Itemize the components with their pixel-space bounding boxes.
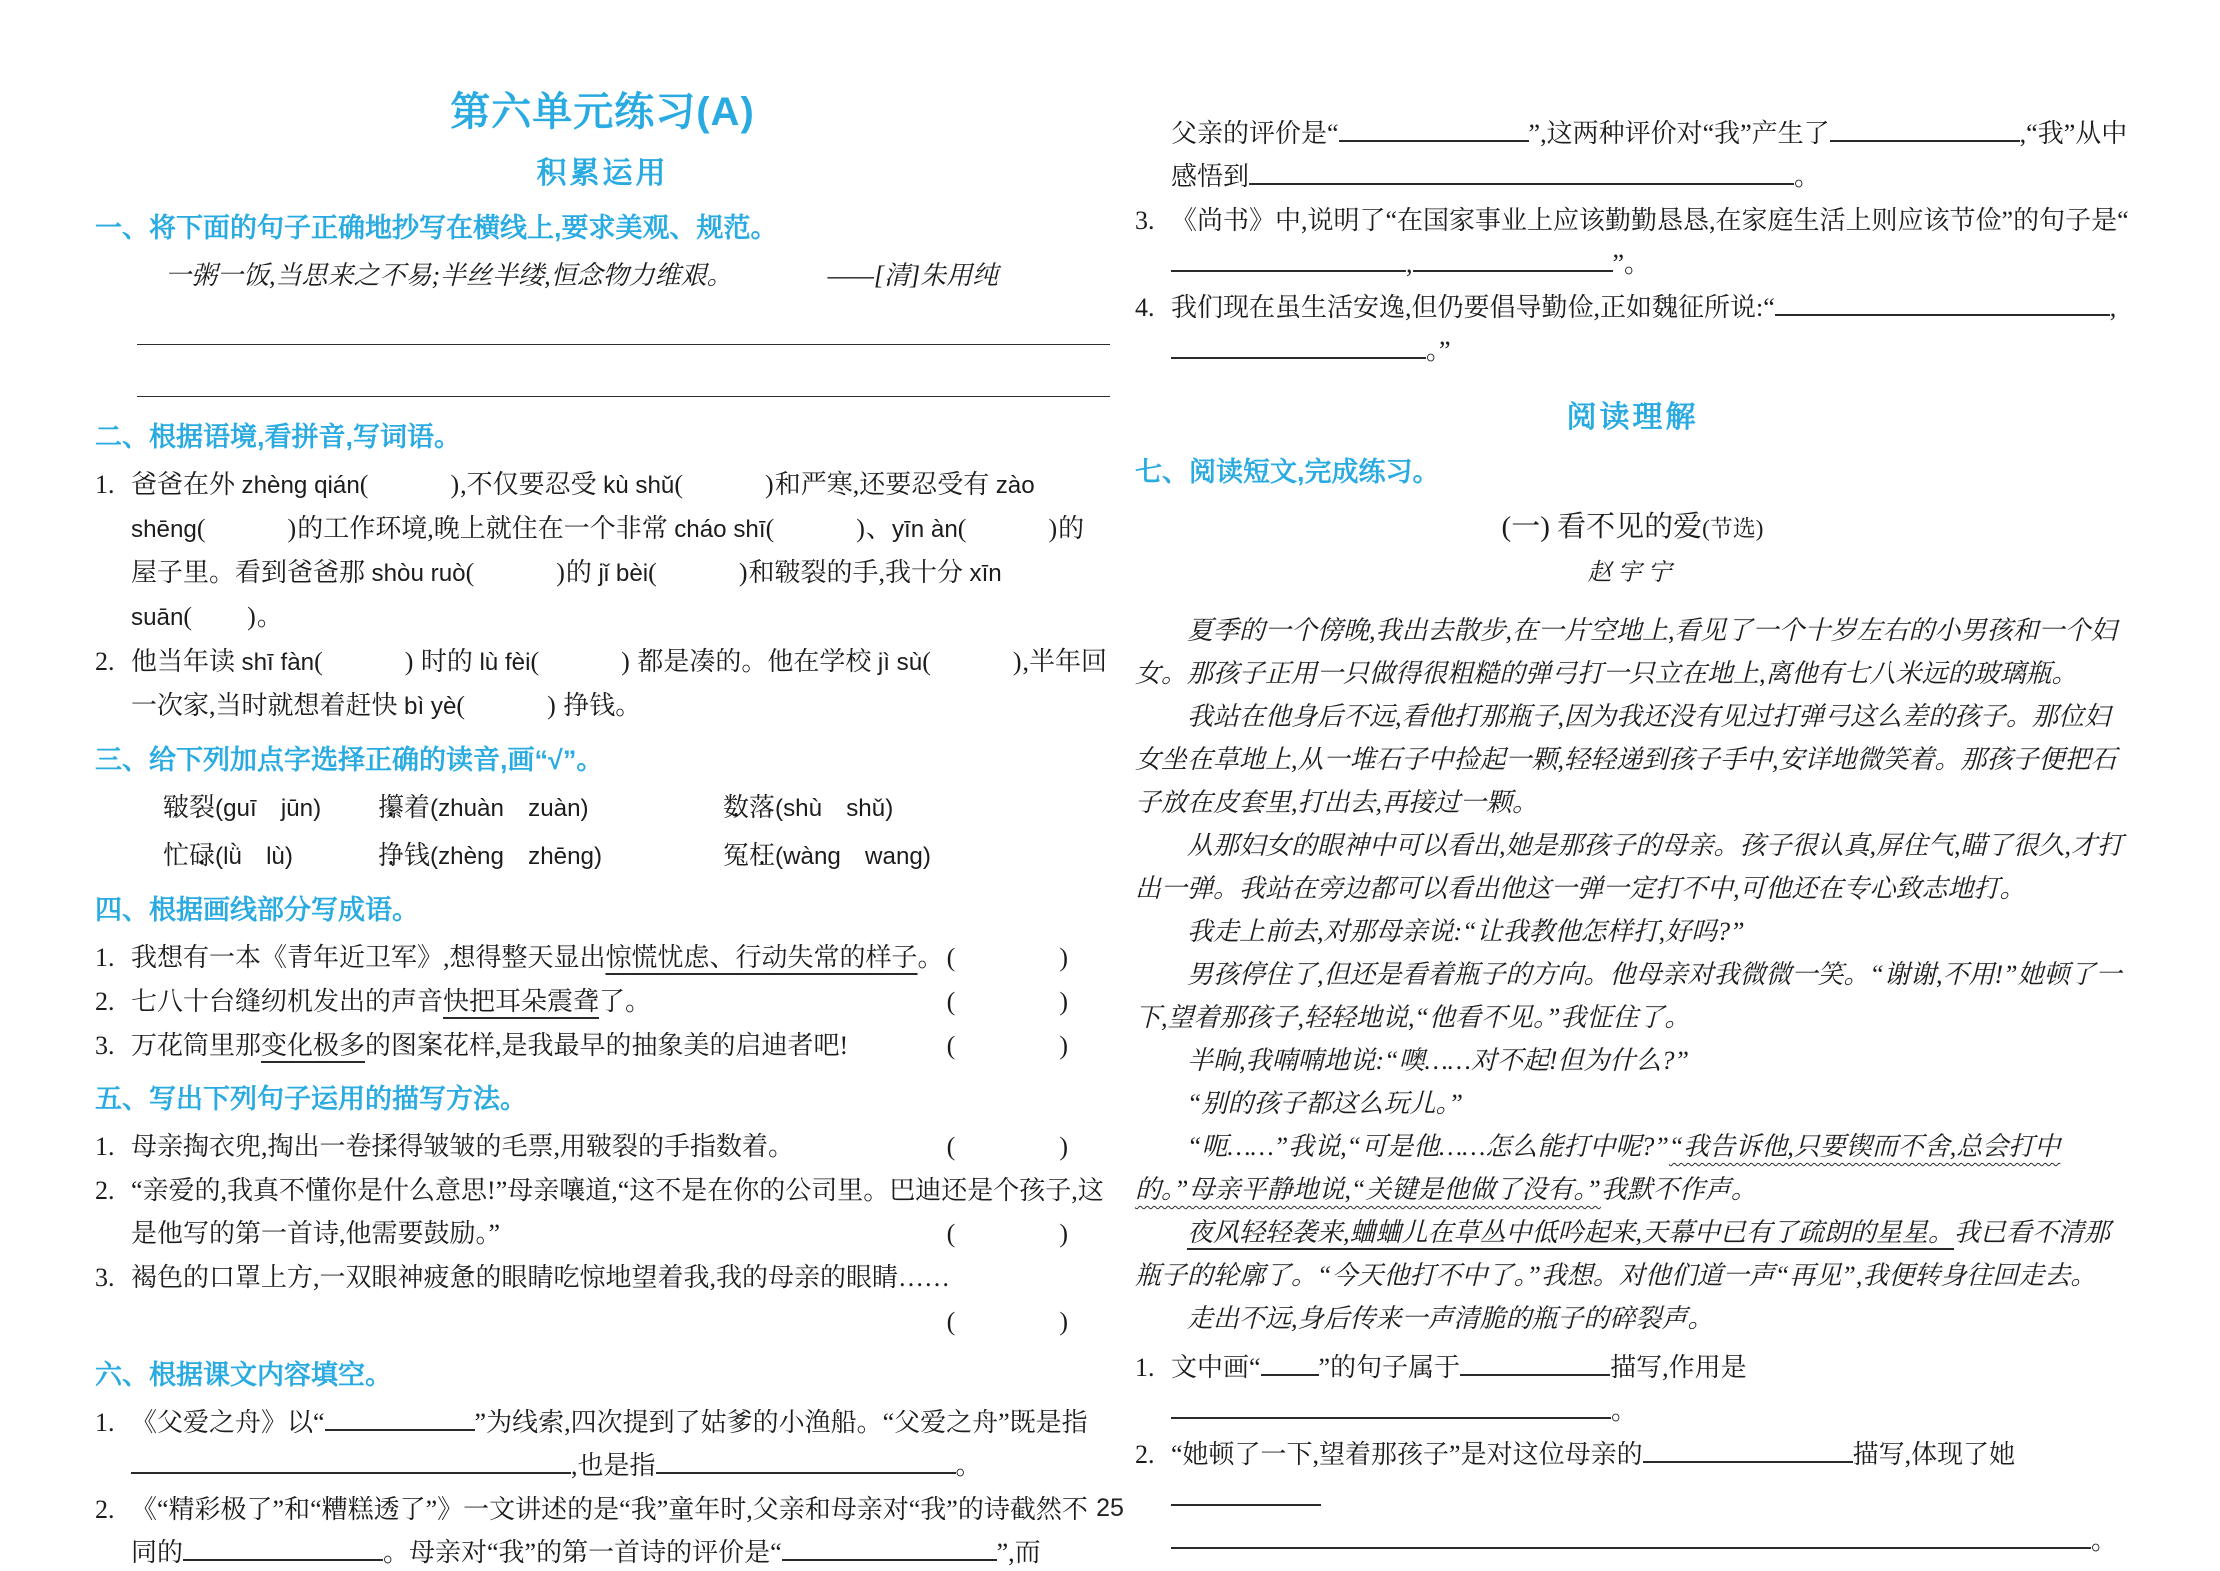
text-run: 裂 xyxy=(189,793,216,822)
item-number: 1. xyxy=(95,470,115,499)
text-run: 。 xyxy=(955,1451,982,1480)
answer-blank xyxy=(656,1448,956,1474)
text-run: 他当年读 xyxy=(131,647,242,676)
wavy-underlined-text: “我告诉他,只要锲而不舍,总会打中的。”母亲平静地说,“关键是他做了没有。” xyxy=(1135,1132,2061,1204)
question-item xyxy=(95,1256,1110,1299)
answer-blank xyxy=(131,1448,571,1474)
dotted-char: 挣 • xyxy=(378,834,404,877)
dotted-char: 碌 • xyxy=(189,834,215,877)
answer-parens: ( ) xyxy=(183,602,257,631)
text-run: “她顿了一下,望着那孩子”是对这位母亲的 xyxy=(1171,1440,1643,1469)
text-run: ,“我”从中感悟到 xyxy=(1171,119,2128,191)
pinyin-text: (shù shǔ) xyxy=(775,795,894,822)
text-run: 我已看不清那瓶子的轮廓了。“今天他打不中了。”我想。对他们道一声“再见”,我便转身往回走去。 xyxy=(1135,1218,2111,1290)
text-run: 和严寒,还要忍受有 xyxy=(774,470,996,499)
item-number: 1. xyxy=(95,1132,115,1161)
text-run: “别的孩子都这么玩儿。” xyxy=(1187,1089,1463,1118)
text-run: 忙 xyxy=(163,841,190,870)
passage-paragraph xyxy=(1135,953,2130,1039)
copy-sentence-line xyxy=(95,254,1110,297)
text-run: 我走上前去,对那母亲说:“让我教他怎样打,好吗?” xyxy=(1187,917,1745,946)
answer-parens: ( ) xyxy=(359,470,461,499)
text-run: 《尚书》中,说明了“在国家事业上应该勤勤恳恳,在家庭生活上则应该节俭”的句子是“ xyxy=(1171,206,2129,235)
passage-paragraph xyxy=(1135,1297,2130,1340)
answer-parens: ( ) xyxy=(957,514,1059,543)
answer-parens-row xyxy=(95,1300,1110,1343)
answer-blank xyxy=(1261,1350,1319,1376)
writing-line-gap xyxy=(95,345,1110,353)
text-run: 的屋子里。看到爸爸那 xyxy=(131,514,1085,587)
answer-blank xyxy=(1460,1350,1610,1376)
answer-blank xyxy=(1249,159,1794,185)
item-text xyxy=(1171,119,2127,191)
item-number: 1. xyxy=(95,1408,115,1437)
pinyin-text: zhèng qián xyxy=(241,472,360,499)
passage-paragraph xyxy=(1135,824,2130,910)
text-run: 时的 xyxy=(414,647,480,676)
question-item xyxy=(95,936,1110,979)
answer-parens: ( ) xyxy=(946,943,1068,972)
text-run: , xyxy=(2109,293,2117,322)
text-run: 、 xyxy=(865,514,892,543)
dotted-char: 皲 • xyxy=(163,786,189,829)
text-run: 父亲的评价是“ xyxy=(1171,119,1339,148)
passage-title-note: (节选) xyxy=(1702,516,1764,541)
passage-paragraph xyxy=(1135,1211,2130,1297)
text-run: 着 xyxy=(404,793,431,822)
answer-parens: ( ) xyxy=(946,1132,1068,1161)
underlined-text: 快把耳朵震聋 xyxy=(443,987,600,1016)
item-number: 3. xyxy=(1135,206,1155,235)
answer-parens: ( ) xyxy=(946,1219,1068,1248)
answer-parens: ( ) xyxy=(456,691,557,720)
passage-paragraph xyxy=(1135,1125,2130,1211)
answer-parens: ( ) xyxy=(530,647,631,676)
pinyin-text: shī fàn xyxy=(241,649,315,676)
text-run: 文中画“ xyxy=(1171,1353,1261,1382)
pinyin-text: kù shǔ xyxy=(603,472,675,499)
section4-heading: 四、根据画线部分写成语。 xyxy=(95,895,419,925)
right-page xyxy=(1135,112,2130,1563)
answer-parens: ( ) xyxy=(946,987,1068,1016)
pinyin-text: yīn àn xyxy=(891,516,958,543)
text-run: 都是凑的。他在学校 xyxy=(630,647,878,676)
copy-sentence-attribution: ——[清]朱用纯 xyxy=(827,261,999,290)
text-run: 男孩停住了,但还是看着瓶子的方向。他母亲对我微微一笑。“谢谢,不用!”她顿了一下,望着那孩子,轻轻地说,“他看不见。”我怔住了。 xyxy=(1135,960,2122,1032)
text-run: “呃……”我说,“可是他……怎么能打中呢?” xyxy=(1187,1132,1669,1161)
section5-heading: 五、写出下列句子运用的描写方法。 xyxy=(95,1084,527,1114)
left-page xyxy=(95,88,1110,1571)
pinyin-text: (guī jūn) xyxy=(215,795,322,822)
item-number: 1. xyxy=(95,943,115,972)
text-run: 的 xyxy=(565,558,599,587)
question-item xyxy=(95,1024,1110,1067)
text-run: 我默不作声。 xyxy=(1600,1175,1757,1204)
item-text xyxy=(1171,1353,1747,1425)
pinyin-text: xīn suān xyxy=(131,560,1002,631)
passage-title xyxy=(1135,506,2130,550)
dotted-char: 攥 • xyxy=(378,786,404,829)
text-run: 。 xyxy=(256,602,283,631)
passage-author: 赵宇宁 xyxy=(1587,560,1678,586)
text-run: 万花筒里那 xyxy=(131,1031,262,1060)
pinyin-text: zào shēng xyxy=(131,472,1035,543)
answer-blank xyxy=(1775,290,2110,316)
question-item xyxy=(95,1401,1110,1487)
writing-line xyxy=(137,301,1110,345)
section6-heading: 六、根据课文内容填空。 xyxy=(95,1360,392,1390)
item-text xyxy=(131,943,944,972)
text-run: “亲爱的,我真不懂你是什么意思!”母亲嚷道,“这不是在你的公司里。巴迪还是个孩子,这是他写的第一首诗,他需要鼓励。” xyxy=(131,1176,1104,1248)
pinyin-text: (zhuàn zuàn) xyxy=(430,795,589,822)
passage-paragraph xyxy=(1135,609,2130,695)
text-run: 我们现在虽生活安逸,但仍要倡导勤俭,正如魏征所说:“ xyxy=(1171,293,1775,322)
text-run: 冤 xyxy=(723,841,750,870)
text-run: ”。 xyxy=(1612,249,1651,278)
text-run: ,也是指 xyxy=(571,1451,656,1480)
item-number: 4. xyxy=(1135,293,1155,322)
text-run: 描写,体现了她 xyxy=(1852,1440,2016,1469)
answer-parens: ( ) xyxy=(196,514,298,543)
text-run: ,不仅要忍受 xyxy=(460,470,604,499)
item-text xyxy=(1171,206,2129,278)
pinyin-word xyxy=(378,786,723,830)
copy-sentence: 一粥一饭,当思来之不易;半丝半缕,恒念物力维艰。 xyxy=(165,261,733,290)
text-run: 走出不远,身后传来一声清脆的瓶子的碎裂声。 xyxy=(1187,1304,1714,1333)
text-run: 爸爸在外 xyxy=(131,470,242,499)
answer-parens: ( ) xyxy=(648,558,749,587)
pinyin-choice-grid xyxy=(95,786,1110,878)
section1-heading: 一、将下面的句子正确地抄写在横线上,要求美观、规范。 xyxy=(95,213,778,243)
section3-heading: 三、给下列加点字选择正确的读音,画“√”。 xyxy=(95,745,604,775)
answer-parens: ( ) xyxy=(946,1031,1068,1060)
passage-body xyxy=(1135,609,2130,1340)
text-run: 。 xyxy=(1611,1396,1638,1425)
writing-line-gap xyxy=(95,397,1110,405)
item-text xyxy=(131,987,651,1016)
item-text xyxy=(1171,293,2116,365)
text-run: 。” xyxy=(1426,336,1451,365)
pinyin-word xyxy=(723,786,1110,830)
text-run: 褐色的口罩上方,一双眼神疲惫的眼睛吃惊地望着我,我的母亲的眼睛…… xyxy=(131,1263,951,1292)
page-number: 25 xyxy=(1096,1494,1124,1522)
item-number: 2. xyxy=(95,987,115,1016)
dotted-char: 数 • xyxy=(723,786,749,829)
part2-header: 阅读理解 xyxy=(1566,401,1699,434)
text-run: 。 xyxy=(917,943,944,972)
item-text xyxy=(131,1132,794,1161)
text-run: 《父爱之舟》以“ xyxy=(131,1408,325,1437)
text-run: 和皲裂的手,我十分 xyxy=(748,558,970,587)
writing-line xyxy=(137,353,1110,397)
item-number: 3. xyxy=(95,1031,115,1060)
part1-header: 积累运用 xyxy=(536,157,669,190)
page-title: 第六单元练习(A) xyxy=(450,90,755,134)
item-number: 1. xyxy=(1135,1353,1155,1382)
item-text xyxy=(131,1408,1088,1480)
text-run: ”,这两种评价对“我”产生了 xyxy=(1528,119,1830,148)
pinyin-text: shòu ruò xyxy=(371,560,466,587)
text-run: 落 xyxy=(749,793,776,822)
item-number: 2. xyxy=(95,647,115,676)
item-text xyxy=(131,470,1084,631)
passage-paragraph xyxy=(1135,1082,2130,1125)
section2-heading: 二、根据语境,看拼音,写词语。 xyxy=(95,422,462,452)
answer-blank xyxy=(1413,246,1613,272)
text-run: 从那妇女的眼神中可以看出,她是那孩子的母亲。孩子很认真,屏住气,瞄了很久,才打出一弹。我站在旁边都可以看出他这一弹一定打不中,可他还在专心致志地打。 xyxy=(1135,831,2124,903)
text-run: 七八十台缝纫机发出的声音 xyxy=(131,987,444,1016)
text-run: 。母亲对“我”的第一首诗的评价是“ xyxy=(383,1538,782,1567)
answer-parens: ( ) xyxy=(922,647,1023,676)
text-run: 的工作环境,晚上就住在一个非常 xyxy=(297,514,675,543)
dotted-char: 枉 • xyxy=(749,834,775,877)
text-run: 了。 xyxy=(599,987,652,1016)
text-run: 。 xyxy=(1794,162,1821,191)
answer-parens: ( ) xyxy=(765,514,866,543)
passage-title-main: (一) 看不见的爱 xyxy=(1501,511,1703,543)
pinyin-word xyxy=(163,786,378,830)
answer-blank xyxy=(1171,1393,1611,1419)
answer-blank xyxy=(782,1535,997,1561)
answer-blank xyxy=(325,1405,475,1431)
text-run: 钱 xyxy=(404,841,431,870)
text-run: 我想有一本《青年近卫军》,想得整天显出 xyxy=(131,943,606,972)
text-run: 半晌,我喃喃地说:“噢……对不起!但为什么?” xyxy=(1187,1046,1689,1075)
question-item-continuation xyxy=(1135,112,2130,198)
item-text xyxy=(131,1263,950,1292)
text-run: 挣钱。 xyxy=(556,691,642,720)
pinyin-text: bì yè xyxy=(404,693,457,720)
pinyin-word xyxy=(163,834,378,878)
text-run: ”的句子属于 xyxy=(1318,1353,1461,1382)
text-run: 。 xyxy=(2091,1526,2118,1555)
question-item xyxy=(95,980,1110,1023)
pinyin-text: (zhèng zhēng) xyxy=(430,843,603,870)
pinyin-text: lù fèi xyxy=(479,649,531,676)
question-item xyxy=(95,1125,1110,1168)
answer-blank xyxy=(1171,246,1406,272)
passage-paragraph xyxy=(1135,910,2130,953)
answer-blank xyxy=(1830,116,2020,142)
answer-blank xyxy=(183,1535,383,1561)
item-text xyxy=(131,647,1107,720)
pinyin-text: jǐ bèi xyxy=(598,560,649,587)
question-item xyxy=(1135,1346,2130,1432)
pinyin-text: (wàng wang) xyxy=(775,843,931,870)
pinyin-text: jì sù xyxy=(877,649,923,676)
answer-blank xyxy=(1643,1437,1853,1463)
pinyin-word xyxy=(378,834,723,878)
text-run: 我站在他身后不远,看他打那瓶子,因为我还没有见过打弹弓这么差的孩子。那位妇女坐在草地上,从一堆石子中捡起一颗,轻轻递到孩子手中,安详地微笑着。那孩子便把石子放在皮套里,打出去,再接过一颗。 xyxy=(1135,702,2117,817)
question-item xyxy=(1135,199,2130,285)
text-run: ”,而 xyxy=(996,1538,1041,1567)
question-item xyxy=(95,1169,1110,1255)
answer-blank xyxy=(1171,1523,2091,1549)
underlined-text: 惊慌忧虑、行动失常的样子 xyxy=(605,943,918,972)
question-item xyxy=(1135,286,2130,372)
answer-blank xyxy=(1339,116,1529,142)
passage-paragraph xyxy=(1135,1039,2130,1082)
answer-parens: ( ) xyxy=(465,558,566,587)
underlined-text: 变化极多 xyxy=(261,1031,366,1060)
question-item xyxy=(95,463,1110,639)
item-number: 2. xyxy=(95,1495,115,1524)
answer-blank xyxy=(1171,333,1426,359)
text-run: ,半年回一次家,当时就想着赶快 xyxy=(131,647,1108,720)
question-item xyxy=(95,640,1110,728)
underlined-text: 夜风轻轻袭来,蛐蛐儿在草丛中低吟起来,天幕中已有了疏朗的星星。 xyxy=(1187,1218,1955,1247)
passage-paragraph xyxy=(1135,695,2130,824)
text-run: 《“精彩极了”和“糟糕透了”》一文讲述的是“我”童年时,父亲和母亲对“我”的诗截然不同的 xyxy=(131,1495,1088,1567)
text-run: 夏季的一个傍晚,我出去散步,在一片空地上,看见了一个十岁左右的小男孩和一个妇女。那孩子正用一只做得很粗糙的弹弓打一只立在地上,离他有七八米远的玻璃瓶。 xyxy=(1135,616,2117,688)
pinyin-word xyxy=(723,834,1110,878)
pinyin-text: cháo shī xyxy=(674,516,766,543)
item-number: 2. xyxy=(1135,1440,1155,1469)
text-run: ”为线索,四次提到了姑爹的小渔船。“父爱之舟”既是指 xyxy=(474,1408,1088,1437)
text-run: 母亲掏衣兜,掏出一卷揉得皱皱的毛票,用皲裂的手指数着。 xyxy=(131,1132,795,1161)
text-run: 的图案花样,是我最早的抽象美的启迪者吧! xyxy=(365,1031,849,1060)
text-run: , xyxy=(1406,249,1413,278)
pinyin-text: (lǜ lù) xyxy=(215,843,293,870)
answer-parens: ( ) xyxy=(946,1307,1068,1336)
item-number: 2. xyxy=(95,1176,115,1205)
section7-heading: 七、阅读短文,完成练习。 xyxy=(1135,457,1440,487)
answer-parens: ( ) xyxy=(314,647,415,676)
item-number: 3. xyxy=(95,1263,115,1292)
answer-parens: ( ) xyxy=(674,470,775,499)
item-text xyxy=(131,1031,848,1060)
text-run: 描写,作用是 xyxy=(1610,1353,1747,1382)
